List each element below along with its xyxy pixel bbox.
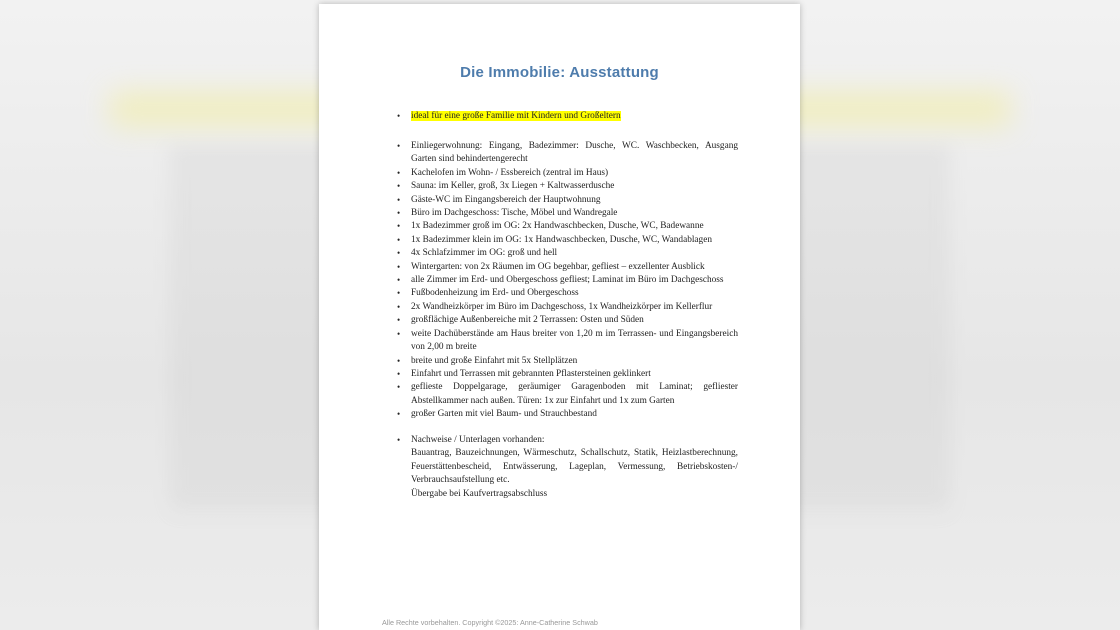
bullet-icon: • <box>397 301 401 312</box>
bullet-icon: • <box>397 208 401 219</box>
list-item <box>397 140 738 167</box>
features-list <box>397 140 738 422</box>
copyright-footer: Alle Rechte vorbehalten. Copyright ©2025: Anne-Catherine Schwab <box>382 618 598 627</box>
bullet-icon: • <box>397 111 401 121</box>
list-item <box>397 220 738 233</box>
list-item-text: 1x Badezimmer klein im OG: 1x Handwaschbecken, Dusche, WC, Wandablagen <box>411 234 712 245</box>
list-item-text: alle Zimmer im Erd- und Obergeschoss gefliest; Laminat im Büro im Dachgeschoss <box>411 275 724 286</box>
list-item-text: 2x Wandheizkörper im Büro im Dachgeschoss, 1x Wandheizkörper im Kellerflur <box>411 301 713 312</box>
bullet-icon: • <box>397 141 401 151</box>
list-item-text: großer Garten mit viel Baum- und Strauchbestand <box>411 409 597 420</box>
list-item-text: weite Dachüberstände am Haus breiter von 1,20 m im Terrassen- und Eingangsbereich von 2,00 m breite <box>411 328 738 353</box>
bullet-icon: • <box>397 194 401 205</box>
bullet-icon: • <box>397 234 401 245</box>
bullet-icon: • <box>397 368 401 379</box>
document-page <box>319 4 800 630</box>
list-item <box>397 194 738 207</box>
list-item-text: Fußbodenheizung im Erd- und Obergeschoss <box>411 288 579 299</box>
list-item-nachweise <box>397 434 738 501</box>
list-item <box>397 368 738 381</box>
bullet-icon: • <box>397 355 401 366</box>
list-item-text: Sauna: im Keller, groß, 3x Liegen + Kaltwasserdusche <box>411 181 615 192</box>
list-item-text: großflächige Außenbereiche mit 2 Terrassen: Osten und Süden <box>411 315 644 326</box>
bullet-icon: • <box>397 181 401 192</box>
list-item <box>397 167 738 180</box>
list-item <box>397 261 738 274</box>
list-item <box>397 234 738 247</box>
nachweise-heading: Nachweise / Unterlagen vorhanden: <box>411 435 545 445</box>
bullet-icon: • <box>397 221 401 232</box>
highlight-text: ideal für eine große Familie mit Kindern und Großeltern <box>411 111 621 121</box>
list-item-text: Einliegerwohnung: Eingang, Badezimmer: Dusche, WC. Waschbecken, Ausgang Garten sind behindertengerecht <box>411 141 738 165</box>
highlight-list <box>397 110 738 123</box>
bullet-icon: • <box>397 288 401 299</box>
list-item <box>397 274 738 287</box>
list-item <box>397 314 738 327</box>
list-item <box>397 207 738 220</box>
list-item-text: Kachelofen im Wohn- / Essbereich (zentral im Haus) <box>411 167 609 178</box>
bullet-icon: • <box>397 275 401 286</box>
list-item-text: geflieste Doppelgarage, geräumiger Garagenboden mit Laminat; gefliester Abstellkammer nach außen. Türen: 1x zur Einfahrt und 1x zum Garten <box>411 382 738 406</box>
list-item <box>397 381 738 408</box>
bullet-icon: • <box>397 409 401 420</box>
list-item <box>397 301 738 314</box>
list-item <box>397 355 738 368</box>
list-item-highlight <box>397 110 738 123</box>
nachweise-text: Bauantrag, Bauzeichnungen, Wärmeschutz, Schallschutz, Statik, Heizlastberechnung, Feuerstättenbescheid, Entwässerung, Lageplan, Vermessung, Betriebskosten-/ Verbrauchsaufstellung etc. <box>411 448 738 486</box>
list-item <box>397 180 738 193</box>
bullet-icon: • <box>397 248 401 259</box>
list-item-text: Büro im Dachgeschoss: Tische, Möbel und Wandregale <box>411 208 618 219</box>
bullet-icon: • <box>397 328 401 339</box>
list-item <box>397 328 738 355</box>
list-item-text: breite und große Einfahrt mit 5x Stellplätzen <box>411 355 578 366</box>
list-item <box>397 287 738 300</box>
bullet-icon: • <box>397 167 401 178</box>
bullet-icon: • <box>397 382 401 393</box>
list-item-text: 1x Badezimmer groß im OG: 2x Handwaschbecken, Dusche, WC, Badewanne <box>411 221 704 232</box>
nachweise-handover: Übergabe bei Kaufvertragsabschluss <box>411 488 548 499</box>
list-item-text: 4x Schlafzimmer im OG: groß und hell <box>411 248 558 259</box>
list-item-text: Wintergarten: von 2x Räumen im OG begehbar, gefliest – exzellenter Ausblick <box>411 261 705 272</box>
page-title: Die Immobilie: Ausstattung <box>460 64 659 81</box>
bullet-icon: • <box>397 315 401 326</box>
list-item-text: Einfahrt und Terrassen mit gebrannten Pflastersteinen geklinkert <box>411 368 651 379</box>
bullet-icon: • <box>397 261 401 272</box>
documents-list <box>397 434 738 501</box>
list-item <box>397 408 738 421</box>
list-item <box>397 247 738 260</box>
list-item-text: Gäste-WC im Eingangsbereich der Hauptwohnung <box>411 194 601 205</box>
bullet-icon: • <box>397 435 401 445</box>
